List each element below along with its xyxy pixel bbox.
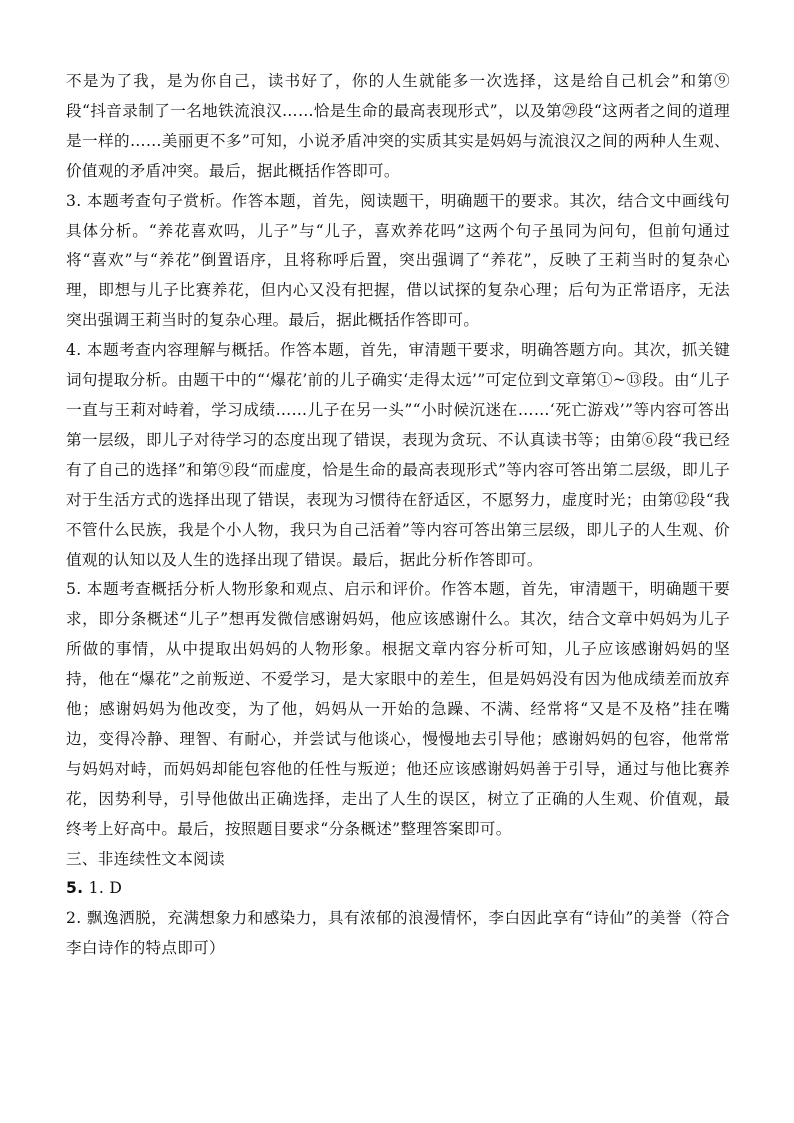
answer-2-paragraph: 2. 飘逸洒脱，充满想象力和感染力，具有浓郁的浪漫情怀，李白因此享有“诗仙”的美誉（符合李白诗作的特点即可） [66,909,730,958]
paragraph-continuation: 不是为了我，是为你自己，读书好了，你的人生就能多一次选择，这是给自己机会”和第⑨段“抖音录制了一名地铁流浪汉……恰是生命的最高表现形式”，以及第㉙段“这两者之间的道理是一样的……美丽更不多”可知，小说矛盾冲突的实质其实是妈妈与流浪汉之间的两种人生观、价值观的矛盾冲突。最后，据此概括作答即可。 [66,72,730,180]
section-heading: 三、非连续性文本阅读 [66,849,225,868]
question-number: 5. [66,879,84,898]
answer-1: 1. D [83,879,123,898]
answer-3-paragraph: 3. 本题考查句子赏析。作答本题，首先，阅读题干，明确题干的要求。其次，结合文中画线句具体分析。“养花喜欢吗，儿子”与“儿子，喜欢养花吗”这两个句子虽同为问句，但前句通过将“喜欢”与“养花”倒置语序，且将称呼后置，突出强调了“养花”，反映了王莉当时的复杂心理，即想与儿子比赛养花，但内心又没有把握，借以试探的复杂心理；后句为正常语序，无法突出强调王莉当时的复杂心理。最后，据此概括作答即可。 [66,191,730,330]
question-5-answer-line [66,874,730,904]
answer-4-paragraph: 4. 本题考查内容理解与概括。作答本题，首先，审清题干要求，明确答题方向。其次，抓关键词句提取分析。由题干中的“‘爆花’前的儿子确实‘走得太远’”可定位到文章第①~⑬段。由“儿子一直与王莉对峙着，学习成绩……儿子在另一头”“小时候沉迷在……‘死亡游戏’”等内容可答出第一层级，即儿子对待学习的态度出现了错误，表现为贪玩、不认真读书等；由第⑥段“我已经有了自己的选择”和第⑨段“而虚度，恰是生命的最高表现形式”等内容可答出第二层级，即儿子对于生活方式的选择出现了错误，表现为习惯待在舒适区，不愿努力，虚度时光；由第⑫段“我不管什么民族，我是个小人物，我只为自己活着”等内容可答出第三层级，即儿子的人生观、价值观的认知以及人生的选择出现了错误。最后，据此分析作答即可。 [66,341,730,569]
answer-5-paragraph: 5. 本题考查概括分析人物形象和观点、启示和评价。作答本题，首先，审清题干，明确题干要求，即分条概述“儿子”想再发微信感谢妈妈，他应该感谢什么。其次，结合文章中妈妈为儿子所做的事情，从中提取出妈妈的人物形象。根据文章内容分析可知，儿子应该感谢妈妈的坚持，他在“爆花”之前叛逆、不爱学习，是大家眼中的差生，但是妈妈没有因为他成绩差而放弃他；感谢妈妈为他改变，为了他，妈妈从一开始的急躁、不满、经常将“又是不及格”挂在嘴边，变得冷静、理智、有耐心，并尝试与他谈心，慢慢地去引导他；感谢妈妈的包容，他常常与妈妈对峙，而妈妈却能包容他的任性与叛逆；他还应该感谢妈妈善于引导，通过与他比赛养花，因势利导，引导他做出正确选择，走出了人生的误区，树立了正确的人生观、价值观，最终考上好高中。最后，按照题目要求“分条概述”整理答案即可。 [66,580,730,838]
document-body [66,67,730,964]
